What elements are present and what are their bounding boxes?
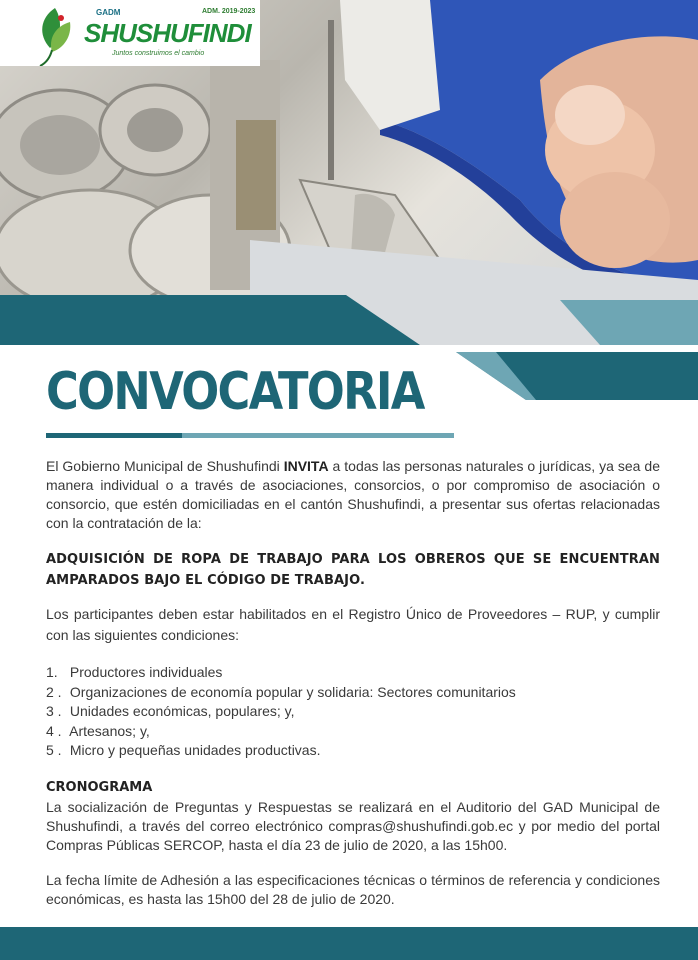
list-item: 3 . Unidades económicas, populares; y, [46,703,295,719]
intro-paragraph: El Gobierno Municipal de Shushufindi INVITA a todas las personas naturales o jurídicas, ya sea de manera individual o a través de asociaciones, consorcios, o por compromiso de asociación o consorcio, que estén domiciliadas en el cantón Shushufindi, a presentar sus ofertas relacionadas con la contratación de la: [46,458,660,531]
title-underline-accent [182,433,454,438]
cronograma-paragraph: La socialización de Preguntas y Respuestas se realizará en el Auditorio del GAD Municipal de Shushufindi, a través del correo electrónico compras@shushufindi.gob.ec y por medio del portal Compras Públicas SERCOP, hasta el día 23 de julio de 2020, a las 15h00. [46,799,660,853]
logo-name: SHUSHUFINDI [84,18,251,48]
page-title: CONVOCATORIA [46,362,424,422]
title-underline [46,433,182,438]
invita-emphasis: INVITA [283,458,329,474]
logo-gadm: GADM [96,8,121,17]
footer-bar [0,927,698,960]
list-item: 5 . Micro y pequeñas unidades productivas. [46,742,321,758]
decorative-banner [456,352,698,400]
list-item: 4 . Artesanos; y, [46,722,150,739]
logo-administration: ADM. 2019-2023 [202,8,256,15]
cronograma-heading: CRONOGRAMA [46,780,153,795]
procurement-title: ADQUISICIÓN DE ROPA DE TRABAJO PARA LOS OBREROS QUE SE ENCUENTRAN AMPARADOS BAJO EL CÓDIGO DE TRABAJO. [46,552,660,588]
list-item: 2 . Organizaciones de economía popular y solidaria: Sectores comunitarios [46,683,516,700]
leaf-bird-logo-icon [0,0,90,66]
logo [0,0,260,66]
list-item: 1. Productores individuales [46,664,223,680]
deadline-paragraph: La fecha límite de Adhesión a las especificaciones técnicas o términos de referencia y condiciones económicas, es hasta las 15h00 del 28 de julio de 2020. [46,872,660,907]
logo-slogan: Juntos construimos el cambio [112,50,205,57]
conditions-list [46,663,516,761]
header-photo [0,0,698,345]
participants-paragraph: Los participantes deben estar habilitados en el Registro Único de Proveedores – RUP, y cumplir con las siguientes condiciones: [46,606,660,643]
